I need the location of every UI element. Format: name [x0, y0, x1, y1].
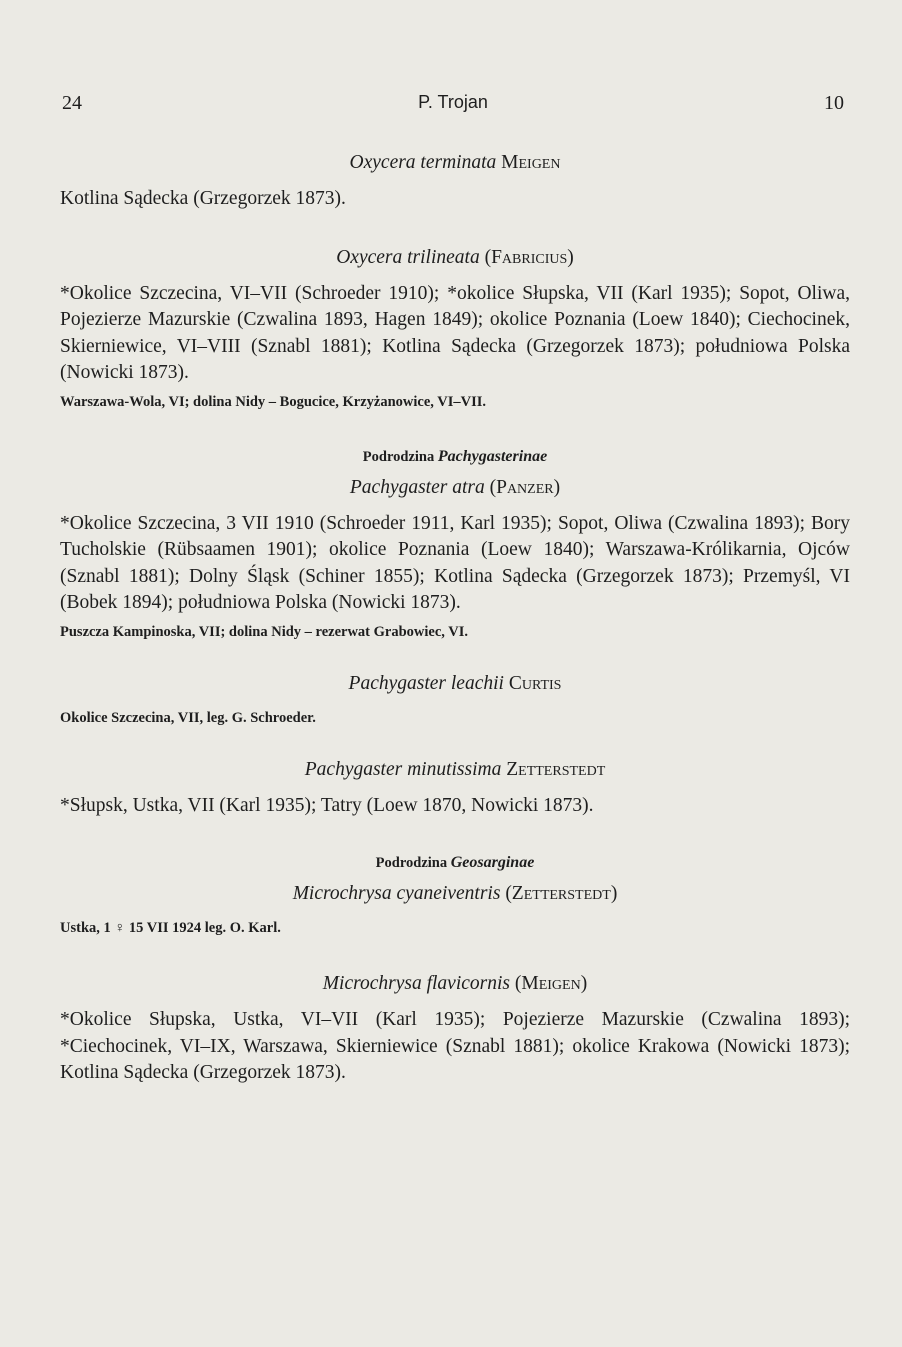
species-name: Microchrysa cyaneiventris: [292, 883, 501, 904]
species-author: Meigen: [501, 152, 561, 173]
subfamily-heading: [60, 445, 850, 469]
species-entry: [60, 245, 850, 413]
species-records: Kotlina Sądecka (Grzegorzek 1873).: [60, 188, 346, 209]
species-new-records: Warszawa-Wola, VI; dolina Nidy – Bogucice, Krzyżanowice, VI–VII.: [60, 393, 487, 410]
page-number-right: 10: [824, 92, 844, 114]
subfamily-label: Podrodzina: [362, 448, 435, 465]
species-heading: [60, 245, 850, 271]
species-records: *Okolice Szczecina, VI–VII (Schroeder 1910); *okolice Słupska, VII (Karl 1935); Sopot, Oliwa, Pojezierze Mazurskie (Czwalina 1893, Hagen 1849); okolice Poznania (Loew 1840); Ciechocinek, Skierniewice, VI–VIII (Sznabl 1881); Kotlina Sądecka (Grzegorzek 1873); południowa Polska (Nowicki 1873).: [60, 282, 850, 383]
running-header: [62, 92, 844, 118]
species-author: (Meigen): [514, 973, 588, 994]
species-heading: [60, 881, 850, 907]
species-records: *Okolice Słupska, Ustka, VI–VII (Karl 1935); Pojezierze Mazurskie (Czwalina 1893); *Ciechocinek, VI–IX, Warszawa, Skierniewice (Sznabl 1881); okolice Krakowa (Nowicki 1873); Kotlina Sądecka (Grzegorzek 1873).: [60, 1009, 850, 1083]
subfamily-label: Podrodzina: [375, 855, 448, 871]
species-entry: [60, 445, 850, 643]
species-author: Curtis: [508, 672, 562, 694]
species-heading: [60, 971, 850, 997]
species-entry: [60, 757, 850, 820]
species-heading: [60, 475, 850, 501]
page-content: [60, 150, 850, 1087]
species-entry: [60, 851, 850, 939]
subfamily-name: Pachygasterinae: [437, 447, 548, 465]
subfamily-name: Geosarginae: [450, 854, 535, 871]
page-number-left: 24: [62, 92, 82, 114]
species-records: *Słupsk, Ustka, VII (Karl 1935); Tatry (Loew 1870, Nowicki 1873).: [60, 794, 594, 816]
species-author: (Panzer): [489, 476, 561, 498]
species-new-records: Ustka, 1 ♀ 15 VII 1924 leg. O. Karl.: [60, 920, 281, 936]
species-new-records: Okolice Szczecina, VII, leg. G. Schroeder.: [60, 709, 316, 726]
species-author: (Zetterstedt): [505, 883, 618, 904]
species-author: Zetterstedt: [506, 758, 606, 780]
species-entry: [60, 671, 850, 729]
species-name: Pachygaster leachii: [348, 672, 504, 694]
species-new-records: Puszcza Kampinoska, VII; dolina Nidy – rezerwat Grabowiec, VI.: [60, 623, 469, 640]
species-name: Pachygaster minutissima: [304, 758, 502, 780]
species-entry: [60, 150, 850, 213]
species-records: *Okolice Szczecina, 3 VII 1910 (Schroeder 1911, Karl 1935); Sopot, Oliwa (Czwalina 1893); Bory Tucholskie (Rübsaamen 1901); okolice Poznania (Loew 1840); Warszawa-Królikarnia, Ojców (Sznabl 1881); Dolny Śląsk (Schiner 1855); Kotlina Sądecka (Grzegorzek 1873); Przemyśl, VI (Bobek 1894); południowa Polska (Nowicki 1873).: [60, 512, 850, 613]
species-heading: [60, 757, 850, 783]
running-title: P. Trojan: [418, 92, 488, 112]
species-heading: [60, 671, 850, 697]
species-name: Microchrysa flavicornis: [322, 973, 510, 994]
species-name: Oxycera trilineata: [336, 246, 480, 268]
species-name: Oxycera terminata: [349, 152, 497, 173]
species-heading: [60, 150, 850, 176]
subfamily-heading: [60, 851, 850, 875]
species-entry: [60, 971, 850, 1087]
species-name: Pachygaster atra: [349, 476, 485, 498]
species-author: (Fabricius): [484, 246, 574, 268]
